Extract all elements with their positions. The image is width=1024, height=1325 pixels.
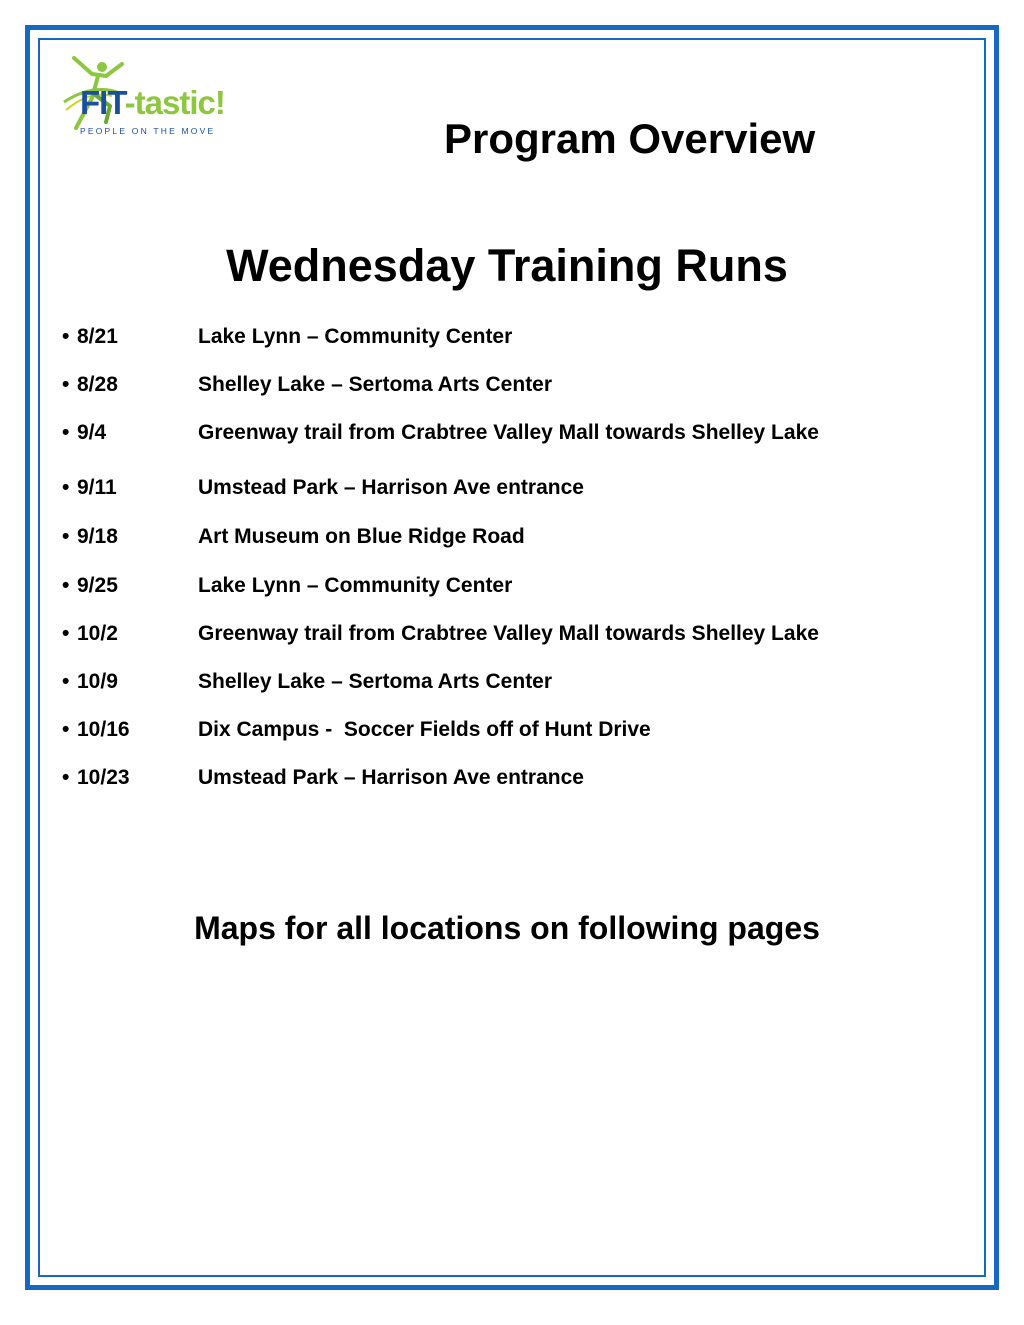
- run-location: Shelley Lake – Sertoma Arts Center: [198, 670, 553, 693]
- run-location: Greenway trail from Crabtree Valley Mall towards Shelley Lake: [198, 421, 819, 444]
- run-location: Lake Lynn – Community Center: [198, 325, 513, 348]
- run-date: 10/9: [77, 670, 118, 693]
- page-title: Program Overview: [444, 115, 816, 162]
- list-item: • 10/9 Shelley Lake – Sertoma Arts Center: [62, 670, 553, 693]
- run-date: 9/25: [77, 574, 118, 597]
- run-location: Umstead Park – Harrison Ave entrance: [198, 476, 584, 499]
- run-location: Greenway trail from Crabtree Valley Mall towards Shelley Lake: [198, 622, 819, 645]
- run-location: Dix Campus - Soccer Fields off of Hunt Drive: [198, 718, 651, 741]
- run-location: Lake Lynn – Community Center: [198, 574, 513, 597]
- list-item: • 8/28 Shelley Lake – Sertoma Arts Center: [62, 373, 553, 396]
- list-item: • 9/18 Art Museum on Blue Ridge Road: [62, 525, 525, 548]
- run-date: 8/21: [77, 325, 118, 348]
- list-item: • 9/11 Umstead Park – Harrison Ave entrance: [62, 476, 584, 499]
- run-date: 9/4: [77, 421, 107, 444]
- run-date: 10/23: [77, 766, 130, 789]
- run-date: 10/2: [77, 622, 118, 645]
- section-heading: Wednesday Training Runs: [226, 240, 788, 291]
- list-item: • 10/23 Umstead Park – Harrison Ave entrance: [62, 766, 584, 789]
- list-item: • 9/4 Greenway trail from Crabtree Valley Mall towards Shelley Lake: [62, 421, 819, 444]
- logo-wordmark: FIT-tastic!: [80, 84, 225, 121]
- list-item: • 8/21 Lake Lynn – Community Center: [62, 325, 513, 348]
- run-date: 10/16: [77, 718, 130, 741]
- list-item: • 10/16 Dix Campus - Soccer Fields off of Hunt Drive: [62, 718, 651, 741]
- run-date: 8/28: [77, 373, 118, 396]
- run-location: Shelley Lake – Sertoma Arts Center: [198, 373, 553, 396]
- list-item: • 10/2 Greenway trail from Crabtree Valley Mall towards Shelley Lake: [62, 622, 819, 645]
- page-border-inner: [38, 38, 986, 1277]
- logo-tagline: PEOPLE ON THE MOVE: [80, 126, 216, 136]
- run-date: 9/18: [77, 525, 118, 548]
- list-item: • 9/25 Lake Lynn – Community Center: [62, 574, 513, 597]
- run-date: 9/11: [77, 476, 117, 499]
- maps-note: Maps for all locations on following pages: [194, 910, 820, 946]
- page-border: [25, 25, 999, 1290]
- run-location: Umstead Park – Harrison Ave entrance: [198, 766, 584, 789]
- run-location: Art Museum on Blue Ridge Road: [198, 525, 525, 548]
